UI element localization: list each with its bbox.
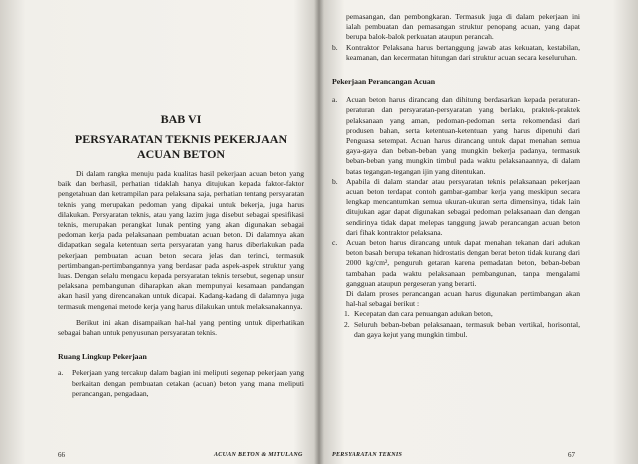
right-page xyxy=(320,0,638,464)
sub-list-item-text: Seluruh beban-beban pelaksanaan, termasuk beban vertikal, horisontal, dan gaya kejut yang mungkin timbul. xyxy=(354,319,580,339)
list-item xyxy=(332,95,580,177)
running-footer-left: ACUAN BETON & MITULANG xyxy=(214,452,303,458)
page-number-right: 67 xyxy=(568,451,575,459)
list-item-text: Kontraktor Pelaksana harus bertanggung jawab atas kekuatan, kestabilan, keamanan, dan kecermatan hitungan dari struktur acuan secara keseluruhan. xyxy=(346,42,580,62)
left-page xyxy=(0,0,318,464)
sub-list-item xyxy=(332,320,580,340)
list-item-text: Acuan beton harus dirancang untuk dapat menahan tekanan dari adukan beton basah berupa tekanan hidrostatis dengan berat beton tidak kurang dari 2000 kg/cm², penguruh getaran karena pemadatan beton, beban-beban tambahan pada waktu pelaksanaan pembangunan, tanpa mengalami gangguan ataupun pergeseran yang berarti. xyxy=(346,238,580,288)
list-item-text-cont: Di dalam proses perancangan acuan harus digunakan pertimbangan akan hal-hal sebagai berikut : xyxy=(346,289,580,309)
section-heading-design: Pekerjaan Perancangan Acuan xyxy=(332,77,436,87)
list-marker: b. xyxy=(332,42,338,52)
chapter-title-line2: ACUAN BETON xyxy=(136,147,226,161)
list-marker: c. xyxy=(332,238,338,248)
list-marker: a. xyxy=(332,95,338,105)
sub-list-marker: 1. xyxy=(344,309,350,319)
list-item-text: Pekerjaan yang tercakup dalam bagian ini meliputi segenap pekerjaan yang berkaitan dengan pembuatan cetakan (acuan) beton yang mana meliputi perancangan, pengadaan, xyxy=(72,368,304,398)
left-body xyxy=(58,169,304,399)
list-item-text: Apabila di dalam standar atau persyaratan teknis pelaksanaan pekerjaan acuan beton terdapat contoh gambar-gambar kerja yang meskipun secara lengkap mencantumkan semua ukuran-ukuran serta dimensinya, tidak lain ditujukan agar dapat digunakan sebagai pedoman pelaksanaan dan dengan sendirinya tidak dapat melepas tanggung jawab perancangan acuan beton dari fihak kontraktor pelaksana. xyxy=(346,176,580,237)
list-item-text: Acuan beton harus dirancang dan dihitung berdasarkan kepada peraturan-peraturan dan persyaratan-persyaratan yang berlaku, praktek-praktek pelaksanaan yang aman, pedoman-pedoman serta rekomendasi dari produsen bahan, serta ketentuan-ketentuan yang harus dipenuhi dari Penguasa setempat. Acuan harus dirancang untuk dapat menahan semua gaya-gaya dan beban-beban yang mungkin bekerja padanya, termasuk beban-beban yang mungkin timbul pada waktu pelaksanaannya, di dalam batas tegangan-tegangan ijin yang ditentukan. xyxy=(346,95,580,176)
list-marker: a. xyxy=(58,368,64,378)
sub-list-marker: 2. xyxy=(344,319,350,329)
continued-text: pemasangan, dan pembongkaran. Termasuk juga di dalam pekerjaan ini ialah pembuatan dan pemasangan struktur penopang acuan, yang dapat berupa balok-balok perkuatan ataupun perancah. xyxy=(346,12,580,42)
list-item xyxy=(332,238,580,309)
running-footer-right: PERSYARATAN TEKNIS xyxy=(332,452,403,458)
list-item xyxy=(332,177,580,238)
section-heading-scope: Ruang Lingkup Pekerjaan xyxy=(58,352,147,362)
second-paragraph: Berikut ini akan disampaikan hal-hal yang penting untuk diperhatikan sebagai bahan untuk penyusunan persyaratan teknis. xyxy=(58,317,304,338)
chapter-heading xyxy=(58,112,304,162)
sub-list-item xyxy=(332,309,580,319)
chapter-number: BAB VI xyxy=(160,112,202,126)
intro-paragraph: Di dalam rangka menuju pada kualitas hasil pekerjaan acuan beton yang baik dan berhasil, perhatian tidaklah hanya ditujukan kepada faktor-faktor pengetahuan dan ketrampilan para pelaksana saja, perhatian tentang persyaratan teknis yang merupakan pedoman yang dipakai untuk bekerja, juga harus dilakukan. Persyaratan teknis, atau yang lazim juga disebut sebagai spesifikasi teknis, merupakan perangkat lunak penting yang akan digunakan sebagai pedoman kerja pada pelaksanaan pembuatan acuan beton. Di dalamnya akan didapatkan segala ketentuan serta persyaratan yang harus diberlakukan pada pekerjaan pembuatan acuan beton secara jelas dan terinci, termasuk pertimbangan-pertimbangannya yang berdasar pada aspek-aspek struktur yang luas. Dengan selalu mengacu kepada persyaratan teknis tersebut, segenap unsur pelaksana pembangunan diharapkan akan mempunyai kesamaan pandangan akan hasil yang direncanakan untuk dicapai. Kadang-kadang di dalamnya juga termasuk mengenai metode kerja yang harus dilakukan untuk melaksanakannya. xyxy=(58,169,304,311)
list-item xyxy=(58,368,304,399)
list-item xyxy=(332,43,580,63)
sub-list-item-text: Kecepatan dan cara penuangan adukan beton, xyxy=(354,309,493,319)
chapter-title-line1: PERSYARATAN TEKNIS PEKERJAAN xyxy=(74,132,288,146)
right-body xyxy=(332,12,580,340)
list-marker: b. xyxy=(332,176,338,186)
page-number-left: 66 xyxy=(58,451,65,459)
